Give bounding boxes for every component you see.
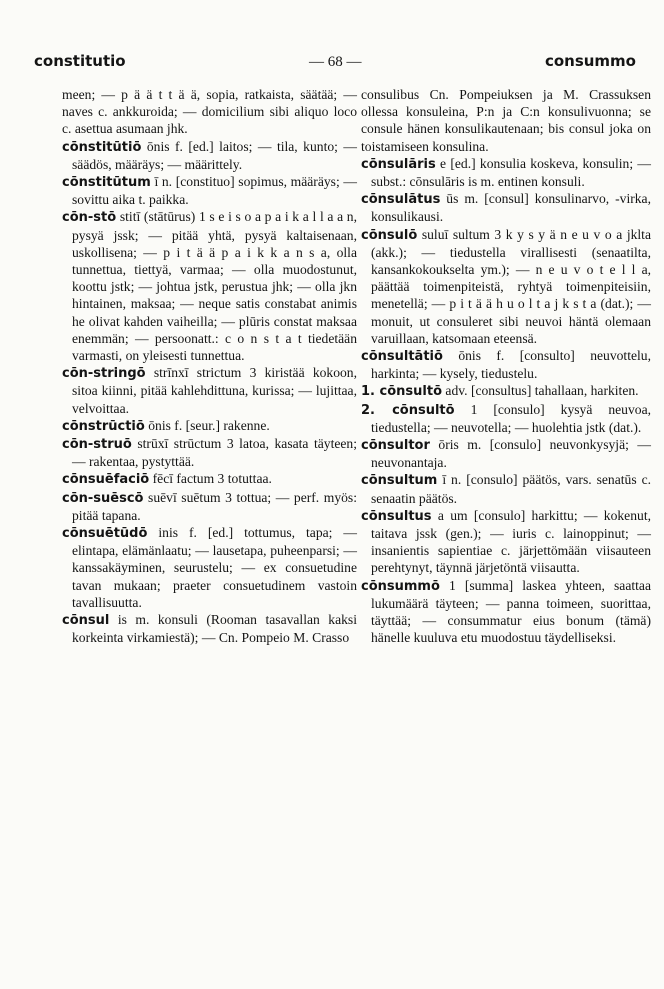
dictionary-entry — [62, 86, 357, 138]
entry-lemma: cōnsuēfaciō — [62, 472, 150, 488]
dictionary-entry — [361, 190, 651, 225]
page-number: — 68 — — [309, 54, 362, 70]
entry-lemma: cōnsultātiō — [361, 349, 443, 365]
entry-lemma: cōnsuētūdō — [62, 526, 148, 542]
entry-lemma: cōnsultum — [361, 473, 438, 489]
entry-text: stitī (stātūrus) 1 s e i s o a p a i k a l l a a n, pysyä jssk; — pitää yhtä, pysyä kaltaisenaan, uskollisena; — p i t ä ä p a i k k a n s a, olla tunnettua, tiettyä, varmaa; — olla muodostunut, koottu jstk; — johtua jstk, perustua jhk; — olla jkn hintainen, maksaa; — neque satis constabat animis he olivat kahden vaiheilla; — plūris constat maksaa enemmän; — persoonatt.: c o n s t a t tiedetään varmasti, on yleisesti tunnettua. — [72, 209, 358, 364]
entry-lemma: cōnsulāris — [361, 156, 436, 172]
entry-lemma: cōnsummō — [361, 578, 440, 594]
entry-text: a um [consulo] harkittu; — kokenut, taitava jssk (gen.); — iuris c. lainoppinut; — insanientis sapientiae c. järjettömään viisauteen perehtynyt, täynnä järjetöntä viisautta. — [371, 507, 651, 576]
entry-text: ōris m. [consulo] neuvonkysyjä; — neuvonantaja. — [371, 437, 651, 471]
entry-lemma: cōnsulātus — [361, 192, 441, 208]
header-left-guideword: constitutio — [34, 52, 126, 70]
entry-text: e [ed.] konsulia koskeva, konsulin; — subst.: cōnsulāris is m. entinen konsuli. — [371, 155, 651, 190]
entry-lemma: cōnsul — [62, 613, 110, 629]
entry-lemma: 2. cōnsultō — [361, 402, 455, 418]
left-column — [62, 86, 357, 647]
dictionary-entry — [62, 611, 357, 646]
dictionary-entry — [62, 524, 357, 611]
entry-text: ūs m. [consul] konsulinarvo, -virka, konsulikausi. — [371, 191, 651, 225]
entry-text: inis f. [ed.] tottumus, tapa; — elintapa, elämänlaatu; — lausetapa, puheenparsi; — kanssakäyminen, seurustelu; — ex consuetudine tavan mukaan; praeter consuetudinem vastoin tavallisuutta. — [72, 525, 357, 610]
entry-text: fēcī factum 3 totuttaa. — [152, 471, 272, 487]
entry-text: ōnis f. [seur.] rakenne. — [148, 417, 270, 433]
entry-lemma: cōn-suēscō — [62, 490, 144, 506]
dictionary-entry — [361, 382, 651, 400]
entry-lemma: cōnsulō — [361, 227, 418, 243]
entry-text: ī n. [constituo] sopimus, määräys; — sovittu aika t. paikka. — [72, 174, 357, 208]
entry-text: adv. [consultus] tahallaan, harkiten. — [445, 383, 639, 399]
entry-text: ī n. [consulo] päätös, vars. senatūs c. senaatin päätös. — [371, 472, 652, 506]
page-header — [34, 52, 636, 74]
entry-lemma: cōn-stringō — [62, 366, 146, 382]
header-right-guideword: consummo — [544, 52, 636, 70]
right-column — [361, 86, 651, 647]
dictionary-entry — [361, 436, 651, 471]
dictionary-entry — [361, 401, 651, 436]
entry-lemma: 1. cōnsultō — [361, 384, 442, 400]
dictionary-entry — [62, 417, 357, 435]
dictionary-entry — [62, 489, 357, 524]
dictionary-entry — [62, 470, 357, 488]
entry-text: 1 [summa] laskea yhteen, saattaa lukumäärä täyteen; — panna toimeen, suorittaa, täyttää; — consummatur eius bonum (tämä) hänelle kuuluva etu muodostuu täydelliseksi. — [371, 577, 651, 646]
dictionary-entry — [62, 173, 357, 208]
entry-lemma: cōnstrūctiō — [62, 418, 145, 434]
dictionary-entry — [361, 577, 651, 647]
entry-lemma: cōnsultus — [361, 508, 432, 524]
entry-lemma: cōn-struō — [62, 437, 132, 453]
entry-lemma: cōnstitūtiō — [62, 139, 142, 155]
dictionary-entry — [361, 155, 651, 190]
entry-lemma: cōn-stō — [62, 210, 117, 226]
dictionary-entry — [361, 471, 651, 506]
entry-text: strīnxī strictum 3 kiristää kokoon, sitoa kiinni, pitää kahlehdittuna, kurissa; — lujittaa, velvoittaa. — [72, 365, 358, 416]
entry-text: 1 [consulo] kysyä neuvoa, tiedustella; — neuvotella; — huolehtia jstk (dat.). — [371, 401, 651, 435]
entry-text: suēvī suētum 3 tottua; — perf. myös: pitää tapana. — [72, 489, 357, 523]
dictionary-entry — [62, 138, 357, 173]
entry-text: is m. konsuli (Rooman tasavallan kaksi korkeinta virkamiestä); — Cn. Pompeio M. Crasso — [72, 612, 357, 646]
entry-text: ōnis f. [ed.] laitos; — tila, kunto; — säädös, määräys; — määrittely. — [72, 138, 357, 172]
dictionary-entry — [62, 208, 357, 364]
dictionary-entry — [62, 435, 357, 470]
dictionary-entry — [62, 364, 357, 417]
dictionary-entry — [361, 226, 651, 347]
entry-lemma: cōnsultor — [361, 438, 430, 454]
entry-text: ōnis f. [consulto] neuvottelu, harkinta; — kysely, tiedustelu. — [371, 348, 651, 382]
entry-text: meen; — p ä ä t t ä ä, sopia, ratkaista, säätää; — naves c. ankkuroida; — domicilium sibi aliquo loco c. asettua asumaan jhk. — [62, 87, 357, 137]
dictionary-entry — [361, 86, 651, 155]
entry-text: consulibus Cn. Pompeiuksen ja M. Crassuksen ollessa konsuleina, P:n ja C:n konsulivuonna; se consule hänen konsulikautenaan; bis consul joka on toistamiseen konsulina. — [361, 87, 651, 154]
entry-lemma: cōnstitūtum — [62, 175, 151, 191]
dictionary-entry — [361, 347, 651, 382]
entry-text: strūxī strūctum 3 latoa, kasata täyteen; — rakentaa, pystyttää. — [72, 436, 357, 470]
dictionary-entry — [361, 507, 651, 577]
entry-text: suluī sultum 3 k y s y ä n e u v o a jklta (akk.); — tiedustella virallisesti (senaatilta, kansankokoukselta ym.); — n e u v o t e l l a, päättää toimenpiteistä, ryhtyä toimenpiteisiin, menetellä; — p i t ä ä h u o l t a j k s t a (dat.); — monuit, ut consuleret sibi neuvoi häntä olemaan varuillaan, katsomaan eteensä. — [371, 226, 651, 346]
